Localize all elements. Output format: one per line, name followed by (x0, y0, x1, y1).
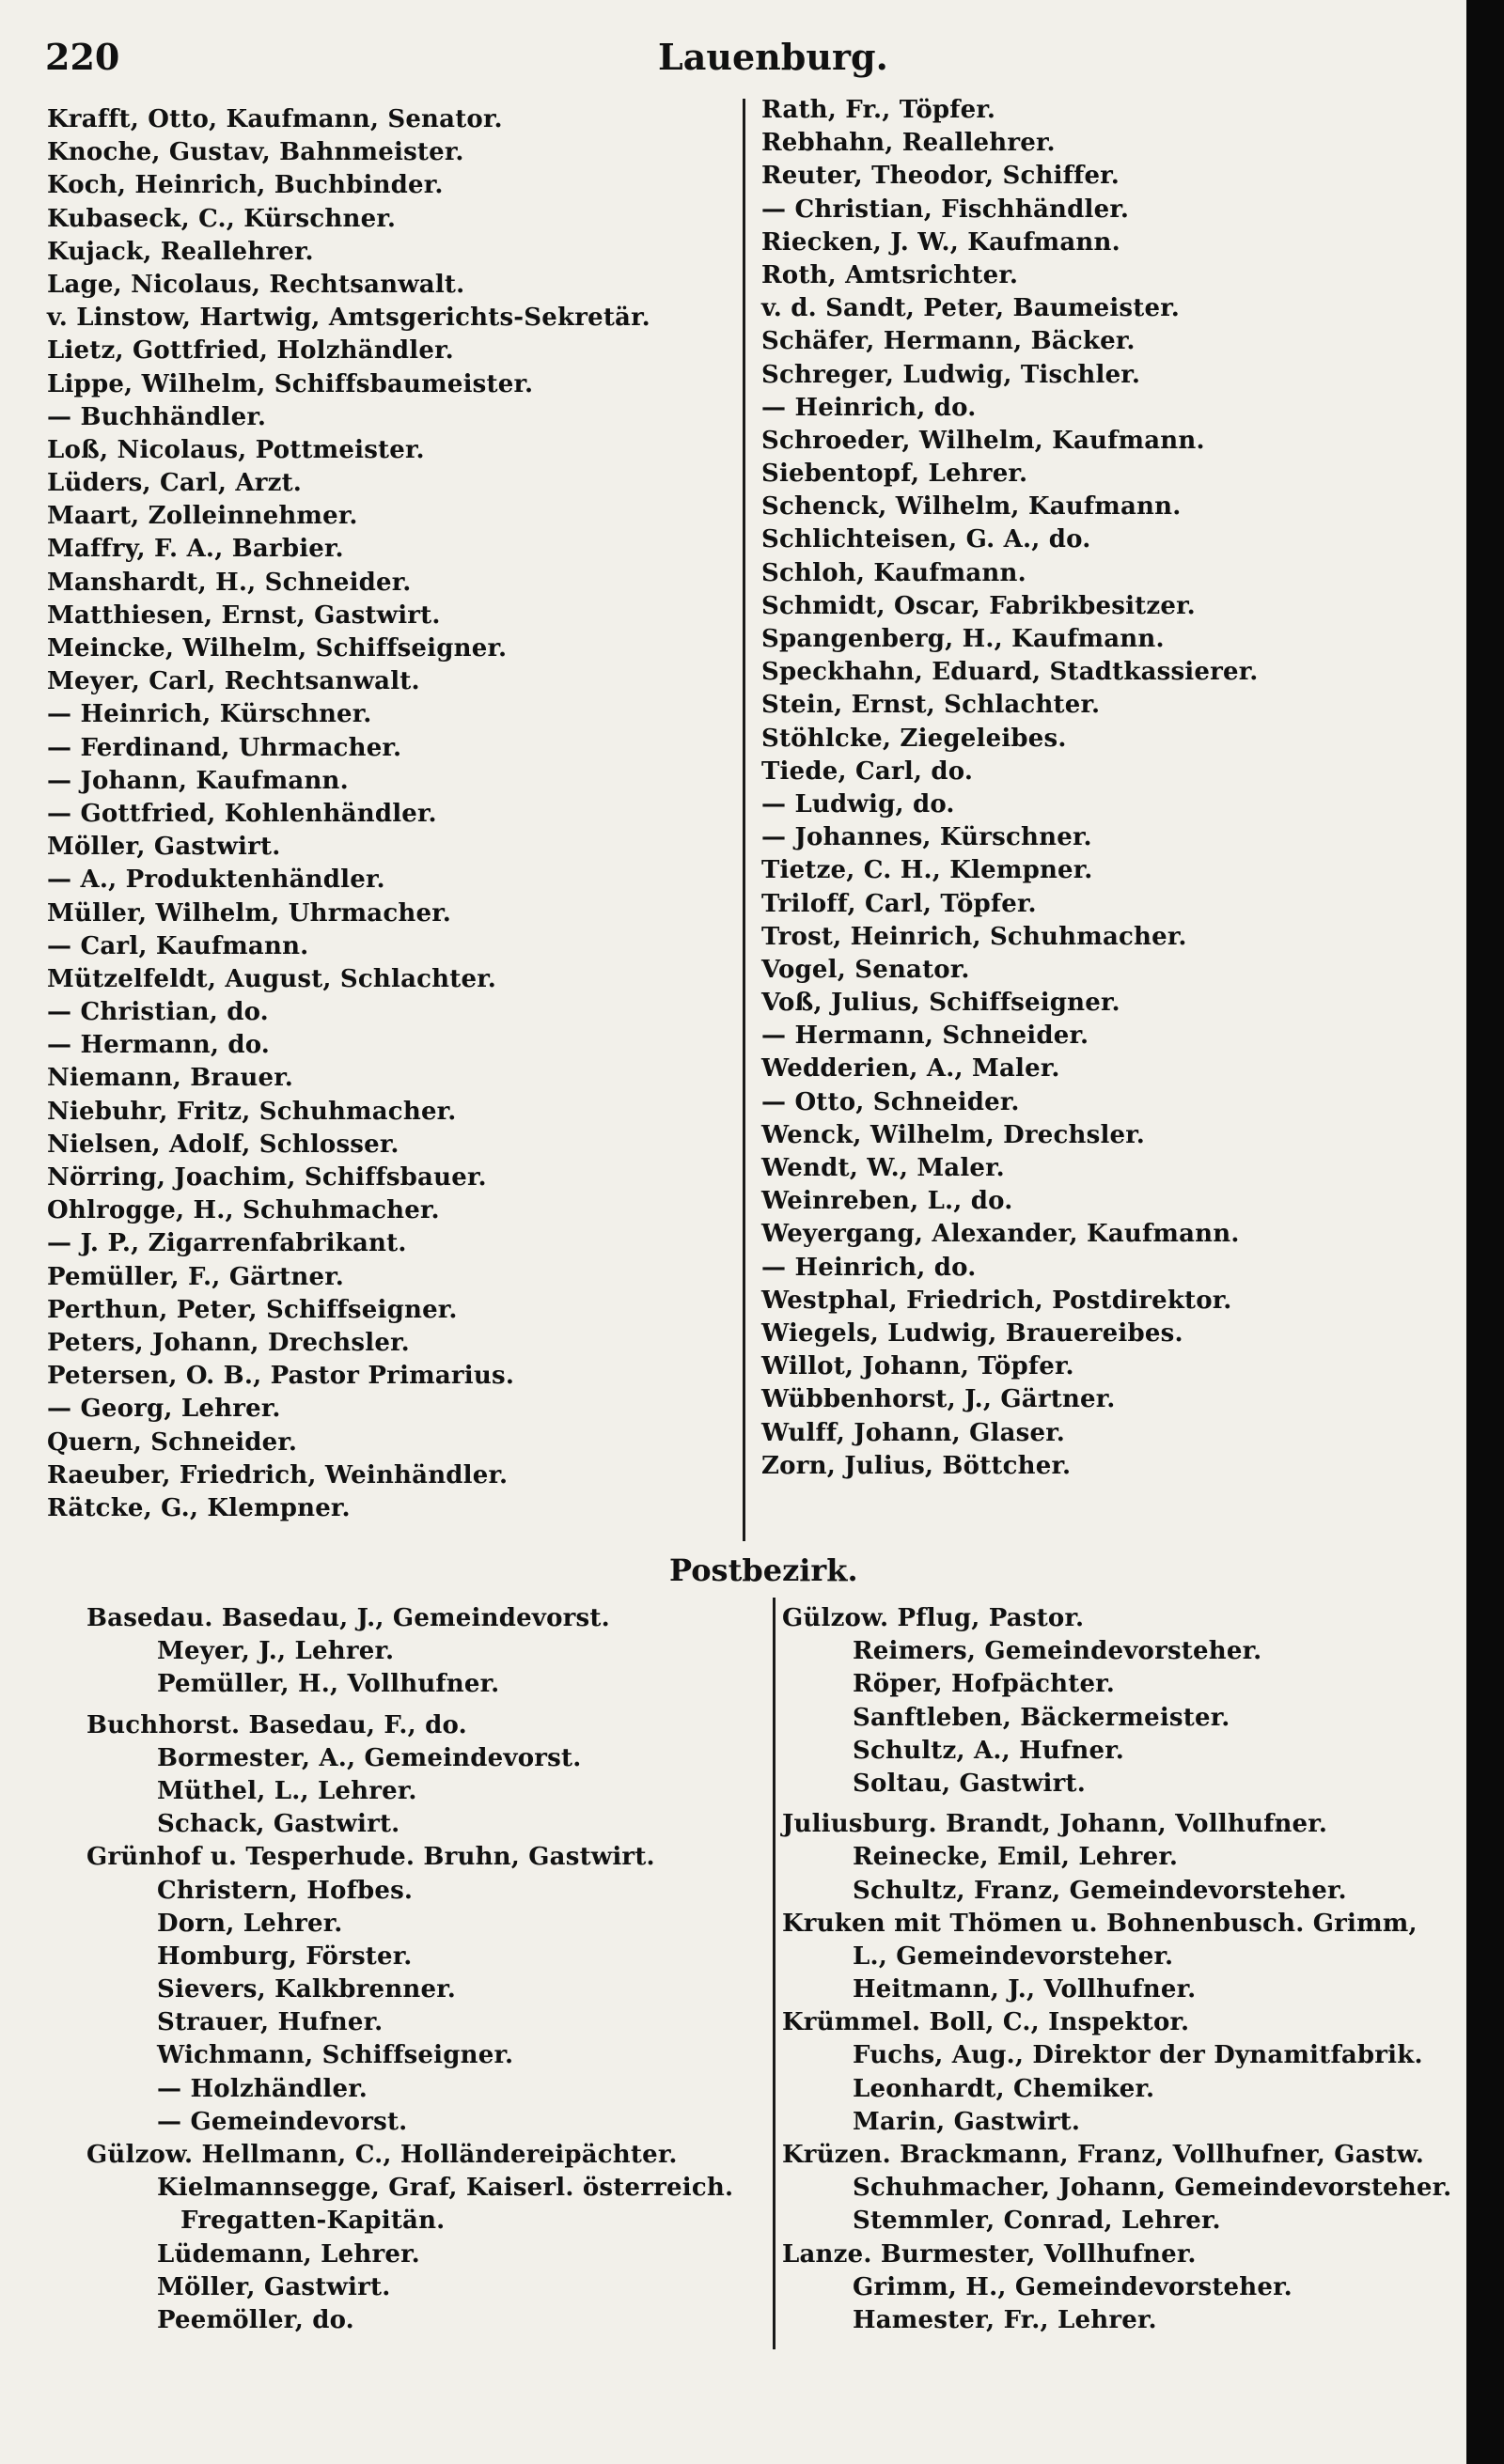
list-item: Kruken mit Thömen u. Bohnenbusch. Grimm, (782, 1909, 1418, 1938)
list-item: Kielmannsegge, Graf, Kaiserl. österreich. (157, 2174, 734, 2203)
list-item: Schloh, Kaufmann. (761, 558, 1026, 587)
list-item: Basedau. Basedau, J., Gemeindevorst. (86, 1604, 610, 1632)
column-divider-bottom (773, 1598, 776, 2349)
column-divider-top (743, 99, 745, 1541)
list-item: Schäfer, Hermann, Bäcker. (761, 327, 1136, 356)
list-item: Strauer, Hufner. (157, 2008, 384, 2037)
list-item: Dorn, Lehrer. (157, 1909, 343, 1938)
list-item: Nörring, Joachim, Schiffsbauer. (47, 1163, 487, 1192)
list-item: Krüzen. Brackmann, Franz, Vollhufner, Gastw. (782, 2141, 1425, 2169)
list-item: Maffry, F. A., Barbier. (47, 535, 344, 564)
list-item: Roth, Amtsrichter. (761, 260, 1019, 289)
list-item: — J. P., Zigarrenfabrikant. (47, 1229, 407, 1258)
list-item: Schuhmacher, Johann, Gemeindevorsteher. (853, 2174, 1452, 2203)
list-item: Müthel, L., Lehrer. (157, 1776, 417, 1805)
list-item: L., Gemeindevorsteher. (853, 1942, 1174, 1971)
right-column (761, 94, 1438, 1483)
list-item: Pemüller, H., Vollhufner. (157, 1670, 500, 1699)
list-item: Buchhorst. Basedau, F., do. (86, 1710, 467, 1739)
list-item: Lippe, Wilhelm, Schiffsbaumeister. (47, 369, 534, 398)
list-item: Hamester, Fr., Lehrer. (853, 2305, 1157, 2334)
list-item: Bormester, A., Gemeindevorst. (157, 1743, 582, 1772)
left-column (47, 103, 705, 1525)
list-item: Wichmann, Schiffseigner. (157, 2041, 514, 2070)
list-item: Knoche, Gustav, Bahnmeister. (47, 138, 464, 167)
list-item: — Christian, do. (47, 998, 269, 1027)
list-item: Wübbenhorst, J., Gärtner. (761, 1385, 1116, 1414)
postbezirk-right-column (782, 1602, 1478, 2337)
list-item: — Heinrich, Kürschner. (47, 700, 372, 729)
list-item: Schultz, A., Hufner. (853, 1736, 1124, 1765)
list-item: Ohlrogge, H., Schuhmacher. (47, 1196, 440, 1225)
list-item: Lietz, Gottfried, Holzhändler. (47, 336, 454, 366)
list-item: Wendt, W., Maler. (761, 1154, 1005, 1182)
list-item: Soltau, Gastwirt. (853, 1769, 1086, 1798)
page-edge-shadow (1466, 0, 1504, 2464)
list-item: Rätcke, G., Klempner. (47, 1493, 351, 1522)
list-item: Reinecke, Emil, Lehrer. (853, 1843, 1179, 1872)
list-item: Wiegels, Ludwig, Brauereibes. (761, 1318, 1183, 1348)
list-item: Niemann, Brauer. (47, 1064, 293, 1093)
list-item: Möller, Gastwirt. (157, 2272, 391, 2301)
list-item: Kujack, Reallehrer. (47, 237, 314, 266)
list-item: Rebhahn, Reallehrer. (761, 129, 1056, 158)
list-item: Gülzow. Pflug, Pastor. (782, 1604, 1085, 1632)
list-item: Schreger, Ludwig, Tischler. (761, 360, 1141, 389)
list-item: Lüders, Carl, Arzt. (47, 469, 303, 498)
list-item: Spangenberg, H., Kaufmann. (761, 625, 1165, 653)
list-item: Pemüller, F., Gärtner. (47, 1262, 344, 1291)
list-item: Lanze. Burmester, Vollhufner. (782, 2239, 1197, 2269)
list-item: Reuter, Theodor, Schiffer. (761, 162, 1120, 191)
list-item: Krümmel. Boll, C., Inspektor. (782, 2008, 1190, 2037)
postbezirk-left-column (86, 1602, 763, 2337)
list-item: — Buchhändler. (47, 402, 267, 431)
list-item: Schack, Gastwirt. (157, 1810, 400, 1839)
spacer (86, 1702, 763, 1709)
list-item: — A., Produktenhändler. (47, 866, 385, 895)
list-item: Speckhahn, Eduard, Stadtkassierer. (761, 658, 1259, 687)
list-item: Loß, Nicolaus, Pottmeister. (47, 435, 425, 464)
list-item: Kubaseck, C., Kürschner. (47, 204, 397, 233)
list-item: Matthiesen, Ernst, Gastwirt. (47, 600, 441, 630)
list-item: Gülzow. Hellmann, C., Holländereipächter. (86, 2141, 678, 2169)
list-item: Willot, Johann, Töpfer. (761, 1352, 1074, 1381)
list-item: Stemmler, Conrad, Lehrer. (853, 2207, 1221, 2236)
list-item: — Hermann, Schneider. (761, 1021, 1089, 1051)
list-item: Sievers, Kalkbrenner. (157, 1975, 456, 2004)
list-item: Müller, Wilhelm, Uhrmacher. (47, 898, 451, 928)
list-item: Sanftleben, Bäckermeister. (853, 1703, 1230, 1732)
list-item: Rath, Fr., Töpfer. (761, 96, 996, 124)
list-item: — Carl, Kaufmann. (47, 931, 309, 960)
list-item: Wedderien, A., Maler. (761, 1054, 1060, 1084)
list-item: Lüdemann, Lehrer. (157, 2239, 420, 2269)
list-item: — Gemeindevorst. (157, 2107, 408, 2136)
list-item: Schlichteisen, G. A., do. (761, 525, 1091, 554)
list-item: Weyergang, Alexander, Kaufmann. (761, 1220, 1240, 1249)
list-item: Möller, Gastwirt. (47, 833, 281, 862)
list-item: — Heinrich, do. (761, 1253, 977, 1282)
list-item: Fregatten-Kapitän. (180, 2207, 446, 2236)
section-title: Postbezirk. (669, 1552, 858, 1588)
list-item: Westphal, Friedrich, Postdirektor. (761, 1286, 1232, 1315)
list-item: Schultz, Franz, Gemeindevorsteher. (853, 1876, 1347, 1905)
list-item: Christern, Hofbes. (157, 1876, 414, 1905)
list-item: v. d. Sandt, Peter, Baumeister. (761, 294, 1180, 323)
list-item: Röper, Hofpächter. (853, 1670, 1115, 1699)
list-item: Mützelfeldt, August, Schlachter. (47, 964, 496, 993)
list-item: — Georg, Lehrer. (47, 1395, 281, 1424)
list-item: — Gottfried, Kohlenhändler. (47, 799, 437, 828)
list-item: — Ferdinand, Uhrmacher. (47, 733, 402, 762)
list-item: Schmidt, Oscar, Fabrikbesitzer. (761, 591, 1196, 620)
list-item: Vogel, Senator. (761, 955, 970, 984)
list-item: Weinreben, L., do. (761, 1187, 1013, 1216)
list-item: Quern, Schneider. (47, 1427, 298, 1457)
list-item: — Ludwig, do. (761, 789, 955, 819)
running-head: Lauenburg. (658, 36, 888, 78)
list-item: Homburg, Förster. (157, 1942, 413, 1971)
list-item: Marin, Gastwirt. (853, 2107, 1081, 2136)
list-item: — Holzhändler. (157, 2074, 368, 2103)
list-item: Heitmann, J., Vollhufner. (853, 1975, 1197, 2004)
list-item: Niebuhr, Fritz, Schuhmacher. (47, 1097, 457, 1126)
list-item: — Johannes, Kürschner. (761, 823, 1092, 852)
list-item: Grimm, H., Gemeindevorsteher. (853, 2272, 1292, 2301)
list-item: Petersen, O. B., Pastor Primarius. (47, 1362, 515, 1391)
list-item: — Hermann, do. (47, 1031, 271, 1060)
list-item: Wenck, Wilhelm, Drechsler. (761, 1120, 1146, 1149)
list-item: Koch, Heinrich, Buchbinder. (47, 171, 444, 200)
list-item: Stöhlcke, Ziegeleibes. (761, 724, 1067, 753)
list-item: Maart, Zolleinnehmer. (47, 502, 358, 531)
list-item: Grünhof u. Tesperhude. Bruhn, Gastwirt. (86, 1843, 655, 1872)
list-item: Peters, Johann, Drechsler. (47, 1328, 410, 1357)
list-item: Zorn, Julius, Böttcher. (761, 1451, 1072, 1480)
list-item: Schenck, Wilhelm, Kaufmann. (761, 492, 1182, 522)
list-item: Meincke, Wilhelm, Schiffseigner. (47, 634, 508, 663)
list-item: Krafft, Otto, Kaufmann, Senator. (47, 105, 503, 133)
list-item: — Heinrich, do. (761, 393, 977, 422)
list-item: Riecken, J. W., Kaufmann. (761, 227, 1120, 257)
list-item: v. Linstow, Hartwig, Amtsgerichts-Sekretär. (47, 304, 650, 333)
list-item: Stein, Ernst, Schlachter. (761, 691, 1101, 720)
list-item: Triloff, Carl, Töpfer. (761, 889, 1037, 918)
page-number: 220 (45, 36, 120, 78)
list-item: Lage, Nicolaus, Rechtsanwalt. (47, 270, 465, 299)
list-item: Voß, Julius, Schiffseigner. (761, 989, 1120, 1018)
list-item: Tiede, Carl, do. (761, 756, 974, 786)
list-item: Wulff, Johann, Glaser. (761, 1418, 1066, 1447)
list-item: Perthun, Peter, Schiffseigner. (47, 1295, 458, 1324)
list-item: — Christian, Fischhändler. (761, 195, 1130, 224)
list-item: Raeuber, Friedrich, Weinhändler. (47, 1460, 509, 1489)
list-item: — Otto, Schneider. (761, 1087, 1020, 1116)
list-item: Trost, Heinrich, Schuhmacher. (761, 922, 1187, 951)
list-item: — Johann, Kaufmann. (47, 766, 349, 795)
spacer (782, 1801, 1478, 1808)
list-item: Reimers, Gemeindevorsteher. (853, 1637, 1262, 1666)
list-item: Manshardt, H., Schneider. (47, 568, 412, 597)
list-item: Fuchs, Aug., Direktor der Dynamitfabrik. (853, 2041, 1423, 2070)
list-item: Juliusburg. Brandt, Johann, Vollhufner. (782, 1810, 1328, 1839)
list-item: Meyer, Carl, Rechtsanwalt. (47, 667, 420, 696)
list-item: Meyer, J., Lehrer. (157, 1637, 395, 1666)
list-item: Tietze, C. H., Klempner. (761, 856, 1093, 885)
list-item: Leonhardt, Chemiker. (853, 2074, 1155, 2103)
list-item: Peemöller, do. (157, 2305, 354, 2334)
list-item: Nielsen, Adolf, Schlosser. (47, 1130, 400, 1159)
list-item: Schroeder, Wilhelm, Kaufmann. (761, 426, 1205, 455)
list-item: Siebentopf, Lehrer. (761, 460, 1028, 489)
